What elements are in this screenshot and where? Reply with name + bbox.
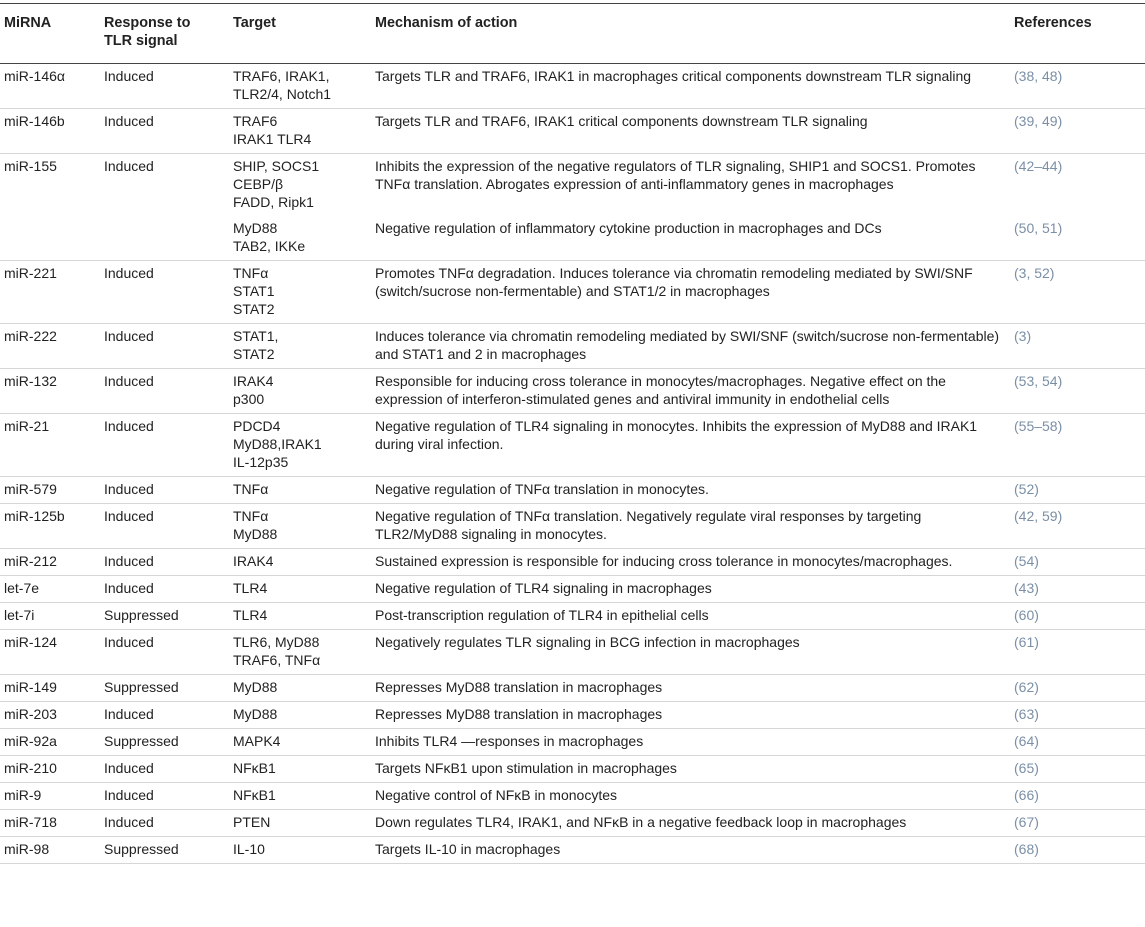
table-row bbox=[0, 576, 1145, 603]
cell-mirna: miR-221 bbox=[4, 265, 57, 281]
cell-response: Induced bbox=[104, 634, 154, 650]
reference-citation[interactable]: (42, 59) bbox=[1014, 508, 1063, 524]
table-row bbox=[0, 810, 1145, 837]
cell-target: IRAK4 p300 bbox=[233, 373, 274, 407]
cell-mechanism: Targets IL-10 in macrophages bbox=[375, 841, 561, 857]
cell-response: Induced bbox=[104, 418, 154, 434]
cell-mirna: let-7i bbox=[4, 607, 35, 623]
cell-mirna: miR-203 bbox=[4, 706, 57, 722]
cell-mirna: miR-92a bbox=[4, 733, 57, 749]
cell-response: Induced bbox=[104, 508, 154, 524]
cell-mechanism: Post-transcription regulation of TLR4 in epithelial cells bbox=[375, 607, 709, 623]
table-row bbox=[0, 729, 1145, 756]
table-row bbox=[0, 603, 1145, 630]
cell-target: IRAK4 bbox=[233, 553, 274, 569]
cell-mirna: miR-9 bbox=[4, 787, 42, 803]
reference-citation[interactable]: (66) bbox=[1014, 787, 1039, 803]
header-references: References bbox=[1014, 15, 1092, 31]
cell-references bbox=[1010, 783, 1145, 810]
cell-mechanism: Inhibits TLR4 —responses in macrophages bbox=[375, 733, 644, 749]
cell-mechanism: Negative regulation of TLR4 signaling in macrophages bbox=[375, 580, 712, 596]
cell-mechanism: Negative regulation of TNFα translation. Negatively regulate viral responses by targeting TLR2/MyD88 signaling in monocytes. bbox=[375, 508, 922, 542]
cell-target: TLR4 bbox=[233, 580, 268, 596]
cell-mechanism: Negative regulation of TNFα translation in monocytes. bbox=[375, 481, 709, 497]
cell-mirna: let-7e bbox=[4, 580, 40, 596]
cell-mirna: miR-149 bbox=[4, 679, 57, 695]
reference-citation[interactable]: (53, 54) bbox=[1014, 373, 1063, 389]
cell-references bbox=[1010, 576, 1145, 603]
cell-mechanism: Negative regulation of inflammatory cytokine production in macrophages and DCs bbox=[375, 220, 882, 236]
reference-citation[interactable]: (68) bbox=[1014, 841, 1039, 857]
cell-response: Suppressed bbox=[104, 607, 179, 623]
reference-citation[interactable]: (3, 52) bbox=[1014, 265, 1055, 281]
table-row bbox=[0, 109, 1145, 154]
reference-citation[interactable]: (65) bbox=[1014, 760, 1039, 776]
cell-response: Induced bbox=[104, 760, 154, 776]
cell-mechanism: Inhibits the expression of the negative regulators of TLR signaling, SHIP1 and SOCS1. Promotes TNFα translation. Abrogates expression of anti-inflammatory genes in macrophages bbox=[375, 158, 976, 192]
cell-mirna: miR-212 bbox=[4, 553, 57, 569]
cell-response: Induced bbox=[104, 787, 154, 803]
cell-response: Induced bbox=[104, 481, 154, 497]
header-mirna: MiRNA bbox=[4, 15, 52, 31]
table-row bbox=[0, 154, 1145, 217]
cell-response: Induced bbox=[104, 68, 154, 84]
cell-mechanism: Represses MyD88 translation in macrophages bbox=[375, 679, 663, 695]
cell-response: Induced bbox=[104, 553, 154, 569]
cell-target: PTEN bbox=[233, 814, 271, 830]
reference-citation[interactable]: (43) bbox=[1014, 580, 1039, 596]
cell-target: MyD88 bbox=[233, 706, 278, 722]
cell-mirna: miR-155 bbox=[4, 158, 57, 174]
cell-references bbox=[1010, 216, 1145, 261]
cell-target: TLR4 bbox=[233, 607, 268, 623]
cell-references bbox=[1010, 603, 1145, 630]
table-row bbox=[0, 702, 1145, 729]
cell-mirna: miR-210 bbox=[4, 760, 57, 776]
cell-references bbox=[1010, 549, 1145, 576]
table-row bbox=[0, 261, 1145, 324]
cell-references bbox=[1010, 261, 1145, 324]
cell-mechanism: Negatively regulates TLR signaling in BCG infection in macrophages bbox=[375, 634, 800, 650]
cell-mechanism: Down regulates TLR4, IRAK1, and NFκB in a negative feedback loop in macrophages bbox=[375, 814, 907, 830]
table-row bbox=[0, 549, 1145, 576]
cell-references bbox=[1010, 702, 1145, 729]
cell-mechanism: Induces tolerance via chromatin remodeling mediated by SWI/SNF (switch/sucrose non-fermentable) and STAT1 and 2 in macrophages bbox=[375, 328, 1000, 362]
cell-references bbox=[1010, 369, 1145, 414]
table-row bbox=[0, 630, 1145, 675]
reference-citation[interactable]: (54) bbox=[1014, 553, 1039, 569]
cell-references bbox=[1010, 675, 1145, 702]
table-row bbox=[0, 216, 1145, 261]
cell-mirna: miR-124 bbox=[4, 634, 57, 650]
cell-response: Induced bbox=[104, 706, 154, 722]
cell-references bbox=[1010, 837, 1145, 864]
reference-citation[interactable]: (39, 49) bbox=[1014, 113, 1063, 129]
cell-mechanism: Sustained expression is responsible for inducing cross tolerance in monocytes/macrophages. bbox=[375, 553, 953, 569]
cell-references bbox=[1010, 729, 1145, 756]
cell-references bbox=[1010, 810, 1145, 837]
table-row bbox=[0, 414, 1145, 477]
cell-mechanism: Negative regulation of TLR4 signaling in monocytes. Inhibits the expression of MyD88 and IRAK1 during viral infection. bbox=[375, 418, 978, 452]
header-response: Response to TLR signal bbox=[104, 15, 191, 49]
cell-target: SHIP, SOCS1 CEBP/β FADD, Ripk1 bbox=[233, 158, 320, 210]
table-row bbox=[0, 756, 1145, 783]
cell-mechanism: Targets TLR and TRAF6, IRAK1 in macrophages critical components downstream TLR signaling bbox=[375, 68, 972, 84]
reference-citation[interactable]: (52) bbox=[1014, 481, 1039, 497]
cell-references bbox=[1010, 630, 1145, 675]
table-row bbox=[0, 324, 1145, 369]
reference-citation[interactable]: (61) bbox=[1014, 634, 1039, 650]
cell-target: NFκB1 bbox=[233, 760, 276, 776]
cell-mirna: miR-132 bbox=[4, 373, 57, 389]
reference-citation[interactable]: (60) bbox=[1014, 607, 1039, 623]
reference-citation[interactable]: (38, 48) bbox=[1014, 68, 1063, 84]
cell-response: Induced bbox=[104, 158, 154, 174]
cell-target: TLR6, MyD88 TRAF6, TNFα bbox=[233, 634, 321, 668]
cell-target: MAPK4 bbox=[233, 733, 281, 749]
cell-mirna: miR-579 bbox=[4, 481, 57, 497]
mirna-tlr-table bbox=[0, 3, 1145, 864]
reference-citation[interactable]: (42–44) bbox=[1014, 158, 1063, 174]
cell-response: Induced bbox=[104, 373, 154, 389]
reference-citation[interactable]: (67) bbox=[1014, 814, 1039, 830]
table-row bbox=[0, 477, 1145, 504]
cell-target: TRAF6, IRAK1, TLR2/4, Notch1 bbox=[233, 68, 332, 102]
reference-citation[interactable]: (50, 51) bbox=[1014, 220, 1063, 236]
reference-citation[interactable]: (3) bbox=[1014, 328, 1032, 344]
reference-citation[interactable]: (55–58) bbox=[1014, 418, 1063, 434]
cell-mechanism: Represses MyD88 translation in macrophages bbox=[375, 706, 663, 722]
cell-target: TNFα bbox=[233, 481, 269, 497]
cell-response: Induced bbox=[104, 328, 154, 344]
table-row bbox=[0, 837, 1145, 864]
reference-citation[interactable]: (64) bbox=[1014, 733, 1039, 749]
cell-response: Induced bbox=[104, 265, 154, 281]
cell-target: TNFα STAT1 STAT2 bbox=[233, 265, 275, 317]
cell-target: MyD88 TAB2, IKKe bbox=[233, 220, 306, 254]
cell-references bbox=[1010, 154, 1145, 217]
table-row bbox=[0, 783, 1145, 810]
cell-target: NFκB1 bbox=[233, 787, 276, 803]
reference-citation[interactable]: (63) bbox=[1014, 706, 1039, 722]
header-target: Target bbox=[233, 15, 276, 31]
cell-mechanism: Targets NFκB1 upon stimulation in macrophages bbox=[375, 760, 677, 776]
table-row bbox=[0, 64, 1145, 109]
cell-mirna: miR-98 bbox=[4, 841, 50, 857]
cell-mirna bbox=[0, 216, 100, 261]
cell-target: TNFα MyD88 bbox=[233, 508, 278, 542]
cell-target: PDCD4 MyD88,IRAK1 IL-12p35 bbox=[233, 418, 322, 470]
cell-response: Suppressed bbox=[104, 733, 179, 749]
cell-mirna: miR-146b bbox=[4, 113, 65, 129]
cell-mechanism: Responsible for inducing cross tolerance in monocytes/macrophages. Negative effect on the expression of interferon-stimulated genes and antiviral immunity in endothelial cells bbox=[375, 373, 946, 407]
cell-references bbox=[1010, 477, 1145, 504]
reference-citation[interactable]: (62) bbox=[1014, 679, 1039, 695]
cell-response: Suppressed bbox=[104, 841, 179, 857]
cell-mirna: miR-718 bbox=[4, 814, 57, 830]
cell-target: MyD88 bbox=[233, 679, 278, 695]
header-mechanism: Mechanism of action bbox=[375, 15, 518, 31]
cell-mirna: miR-125b bbox=[4, 508, 65, 524]
cell-response: Suppressed bbox=[104, 679, 179, 695]
cell-response bbox=[100, 216, 229, 261]
table-row bbox=[0, 369, 1145, 414]
header-row bbox=[0, 4, 1145, 64]
cell-target: IL-10 bbox=[233, 841, 265, 857]
cell-references bbox=[1010, 756, 1145, 783]
cell-mirna: miR-146α bbox=[4, 68, 65, 84]
cell-mechanism: Negative control of NFκB in monocytes bbox=[375, 787, 617, 803]
table-row bbox=[0, 504, 1145, 549]
cell-references bbox=[1010, 414, 1145, 477]
cell-response: Induced bbox=[104, 814, 154, 830]
cell-references bbox=[1010, 64, 1145, 109]
cell-target: TRAF6 IRAK1 TLR4 bbox=[233, 113, 312, 147]
cell-response: Induced bbox=[104, 113, 154, 129]
cell-references bbox=[1010, 324, 1145, 369]
cell-response: Induced bbox=[104, 580, 154, 596]
cell-mechanism: Promotes TNFα degradation. Induces tolerance via chromatin remodeling mediated by SWI/SNF (switch/sucrose non-fermentable) and STAT1/2 in macrophages bbox=[375, 265, 973, 299]
cell-target: STAT1, STAT2 bbox=[233, 328, 279, 362]
cell-references bbox=[1010, 504, 1145, 549]
cell-references bbox=[1010, 109, 1145, 154]
cell-mirna: miR-21 bbox=[4, 418, 50, 434]
table-row bbox=[0, 675, 1145, 702]
cell-mechanism: Targets TLR and TRAF6, IRAK1 critical components downstream TLR signaling bbox=[375, 113, 868, 129]
cell-mirna: miR-222 bbox=[4, 328, 57, 344]
